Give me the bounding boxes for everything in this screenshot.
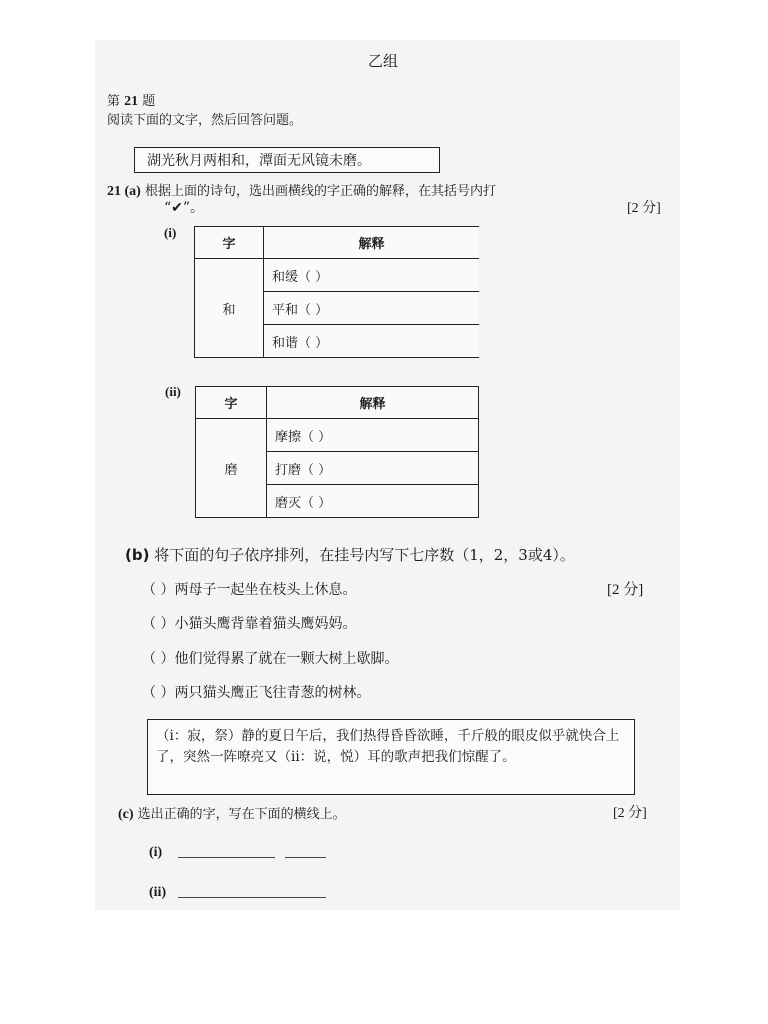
part-b-prompt-text: 将下面的句子依序排列，在挂号内写下七序数（1，2，3或4）。 xyxy=(149,546,575,564)
table-header-meaning: 解释 xyxy=(264,227,480,259)
answer-label-i: (i) xyxy=(149,845,163,860)
part-c-score: [2 分] xyxy=(613,806,647,821)
table-header-char: 字 xyxy=(196,387,267,419)
question-label-prefix: 第 xyxy=(107,94,125,109)
option-row[interactable]: 打磨（ ） xyxy=(267,452,479,485)
question-instruction: 阅读下面的文字，然后回答问题。 xyxy=(107,113,303,128)
table-header-char: 字 xyxy=(195,227,264,259)
table-char-cell: 和 xyxy=(195,259,264,358)
sentence-item[interactable]: （ ）两只猫头鹰正飞往青葱的树林。 xyxy=(142,685,371,701)
option-row[interactable]: 磨灭（ ） xyxy=(267,485,479,518)
answer-label-ii: (ii) xyxy=(149,885,167,900)
option-row[interactable]: 摩擦（ ） xyxy=(267,419,479,452)
passage-box: （i：寂，祭）静的夏日午后，我们热得昏昏欲睡，千斤般的眼皮似乎就快合上了，突然一阵嘹亮又（ii：说，悦）耳的歌声把我们惊醒了。 xyxy=(147,719,635,795)
answer-line-i-extension[interactable] xyxy=(285,857,326,858)
part-b-score: [2 分] xyxy=(607,582,644,598)
option-row[interactable]: 平和（ ） xyxy=(264,292,480,325)
part-b-label: (b) xyxy=(125,546,150,564)
sentence-item[interactable]: （ ）小猫头鹰背靠着猫头鹰妈妈。 xyxy=(142,616,357,632)
meaning-table-i xyxy=(194,226,479,358)
part-c-prompt xyxy=(118,803,346,823)
part-a-label: 21 (a) xyxy=(107,184,141,199)
part-a-prompt-line1: 根据上面的诗句，选出画横线的字正确的解释，在其括号内打 xyxy=(140,184,496,199)
question-label xyxy=(107,90,155,110)
part-a-prompt-line2: “✔”。 xyxy=(164,200,205,216)
option-row[interactable]: 和缓（ ） xyxy=(264,259,480,292)
question-label-suffix: 题 xyxy=(138,94,156,109)
sentence-item[interactable]: （ ）他们觉得累了就在一颗大树上歇脚。 xyxy=(142,651,399,667)
part-c-prompt-text: 选出正确的字，写在下面的横线上。 xyxy=(133,807,346,822)
answer-line-i[interactable] xyxy=(178,857,275,858)
part-b-prompt xyxy=(125,544,575,565)
table-ii-label: (ii) xyxy=(165,384,181,399)
poem-box: 湖光秋月两相和，潭面无风镜未磨。 xyxy=(134,147,440,173)
option-row[interactable]: 和谐（ ） xyxy=(264,325,480,358)
meaning-table-ii xyxy=(195,386,479,518)
answer-line-ii[interactable] xyxy=(178,897,326,898)
part-c-label: (c) xyxy=(118,807,134,822)
sentence-item[interactable]: （ ）两母子一起坐在枝头上休息。 xyxy=(142,582,357,598)
question-number: 21 xyxy=(124,94,139,109)
section-title: 乙组 xyxy=(368,52,399,70)
table-header-meaning: 解释 xyxy=(267,387,479,419)
table-char-cell: 磨 xyxy=(196,419,267,518)
part-a-score: [2 分] xyxy=(627,201,661,216)
table-i-label: (i) xyxy=(164,225,177,240)
